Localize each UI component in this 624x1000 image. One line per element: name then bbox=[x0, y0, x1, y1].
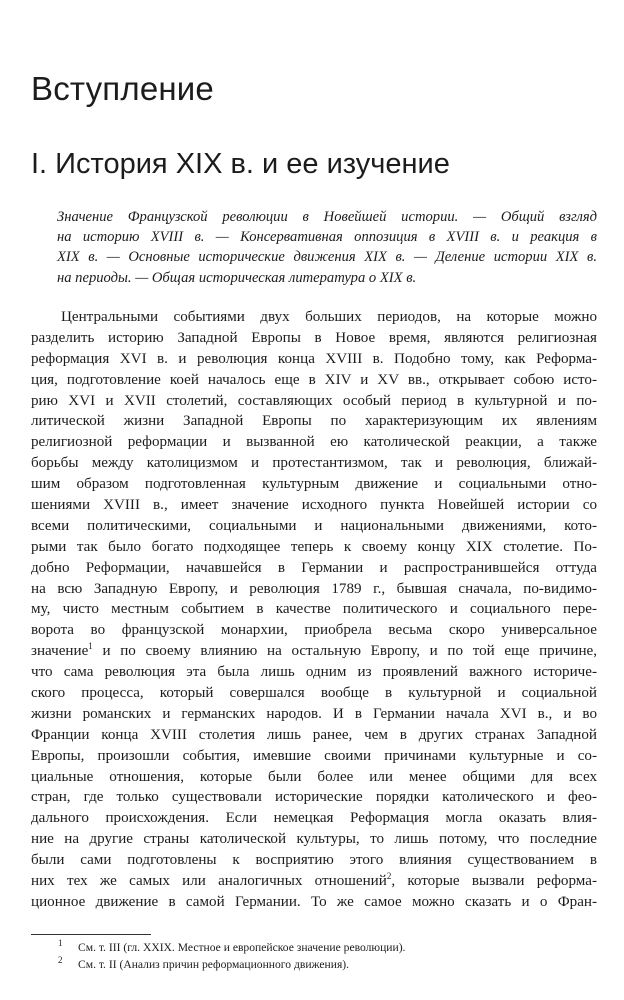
body-line: шениями XVIII в., имеет значение исходного пункта Новейшей истории со bbox=[31, 497, 597, 514]
body-line-part: , которые вызвали реформа- bbox=[391, 873, 597, 890]
body-line: му, чисто местным событием в качестве политического и социального пере- bbox=[31, 601, 597, 618]
body-line: шим образом подготовленная культурным движение и социальными отно- bbox=[31, 476, 597, 493]
body-line: циальные отношения, которые были более или менее общими для всех bbox=[31, 768, 597, 785]
body-line-part: и по своему влиянию на остальную Европу, и по той еще причине, bbox=[92, 643, 597, 660]
footnote-text: См. т. II (Анализ причин реформационного движения). bbox=[78, 958, 350, 971]
abstract-line: XIX в. — Основные исторические движения XIX в. — Деление истории XIX в. bbox=[57, 249, 597, 266]
body-line: всеми политическими, социальными и национальными движениями, кото- bbox=[31, 517, 597, 534]
body-line: добно Реформации, начавшейся в Германии и распространившейся оттуда bbox=[31, 559, 597, 576]
footnote-1: 1 См. т. III (гл. XXIX. Местное и европейское значение революции). bbox=[58, 938, 406, 954]
abstract-line: Значение Французской революции в Новейшей истории. — Общий взгляд bbox=[57, 209, 597, 225]
body-line: ционное движение в самой Германии. То же самое можно сказать и о Фран- bbox=[31, 893, 597, 910]
body-line-part: значение bbox=[31, 643, 89, 660]
body-line: ворота во французской монархии, приобрела весьма скоро универсальное bbox=[31, 622, 597, 639]
footnote-ref-2[interactable]: 2 bbox=[386, 871, 392, 882]
body-line: Центральными событиями двух больших периодов, на которые можно bbox=[61, 309, 597, 325]
section-title: I. История XIX в. и ее изучение bbox=[31, 148, 450, 180]
abstract-line: на периоды. — Общая историческая литература о XIX в. bbox=[57, 269, 417, 286]
body-line: на всю Западную Европу, и революция 1789 г., бывшая сначала, по-видимо- bbox=[31, 580, 597, 597]
footnote-text: См. т. III (гл. XXIX. Местное и европейское значение революции). bbox=[78, 941, 406, 954]
chapter-title: Вступление bbox=[31, 70, 214, 107]
body-line bbox=[31, 871, 597, 892]
body-line: рыми так было богато подходящее теперь к своему концу XIX столетие. По- bbox=[31, 538, 597, 555]
body-line: ского процесса, который совершался вообще в культурной и социальной bbox=[31, 685, 597, 702]
body-line: Европы, произошли события, имевшие своими причинами культурные и со- bbox=[31, 747, 597, 764]
footnote-2: 2 См. т. II (Анализ причин реформационного движения). bbox=[58, 955, 350, 971]
footnote-ref-1[interactable]: 1 bbox=[88, 641, 93, 652]
footnotes bbox=[58, 939, 598, 973]
body-line: что сама революция эта была лишь одним из проявлений важного историче- bbox=[31, 664, 597, 681]
body-line: жизни романских и германских народов. И в Германии начала XVI в., и во bbox=[31, 705, 597, 722]
body-line: религиозной реформации и вызванной ею католической реакции, а также bbox=[31, 434, 597, 451]
body-line bbox=[31, 641, 597, 662]
body-line: борьбы между католицизмом и протестантизмом, так и революция, ближай- bbox=[31, 455, 597, 472]
footnote-divider bbox=[31, 934, 151, 935]
body-line: ция, подготовление коей началось еще в XIV и XV вв., открывает собою исто- bbox=[31, 371, 597, 388]
section-abstract bbox=[57, 207, 597, 288]
body-line: стран, где только существовали исторические порядки католического и фео- bbox=[31, 789, 597, 806]
body-line: рию XVI и XVII столетий, составляющих особый период в культурной и по- bbox=[31, 392, 597, 409]
body-line: ние на другие страны католической культуры, то лишь потому, что последние bbox=[31, 831, 597, 848]
body-line: Франции конца XVIII столетия лишь ранее, чем в других странах Западной bbox=[31, 726, 597, 743]
body-line: реформация XVI в. и революция конца XVIII в. Подобно тому, как Реформа- bbox=[31, 350, 597, 367]
body-line: литической жизни Западной Европы по характеризующим их явлениям bbox=[31, 413, 597, 430]
body-line: были сами подготовлены к восприятию этого влияния существованием в bbox=[31, 852, 597, 869]
body-line-part: них тех же самых или аналогичных отношений bbox=[31, 873, 387, 890]
body-line: дального происхождения. Если немецкая Реформация могла оказать влия- bbox=[31, 810, 597, 827]
abstract-line: на историю XVIII в. — Консервативная оппозиция в XVIII в. и реакция в bbox=[57, 229, 597, 246]
body-paragraph bbox=[31, 307, 597, 913]
body-line: разделить историю Западной Европы в Новое время, являются религиозная bbox=[31, 329, 597, 346]
